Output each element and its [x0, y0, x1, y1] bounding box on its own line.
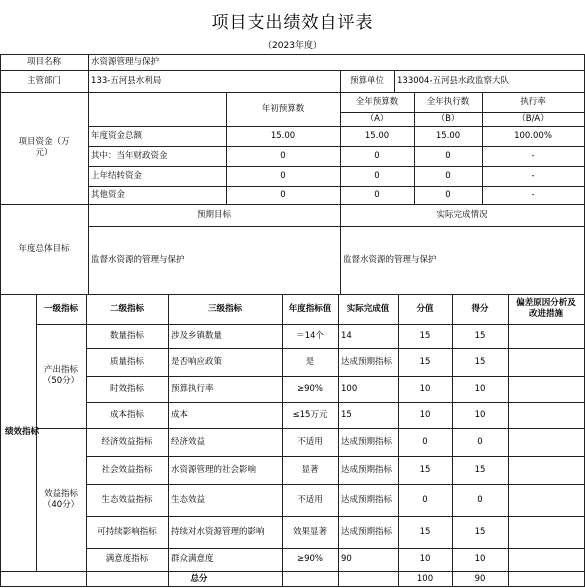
indicator-score: 10: [419, 409, 431, 420]
fund-row-rate: -: [531, 150, 535, 161]
indicator-target: 不适用: [297, 494, 323, 505]
indicator-l2: 满意度指标: [105, 554, 149, 564]
indicator-score: 10: [419, 383, 431, 394]
indicator-l2: 社会效益指标: [101, 464, 153, 475]
fund-row-annual: 0: [374, 170, 380, 181]
indicator-score: 15: [419, 526, 431, 537]
indicator-l3: 经济效益: [171, 436, 206, 447]
indicator-actual: 15: [341, 409, 352, 420]
indicator-actual: 100: [341, 383, 358, 394]
unit-label: 预算单位: [349, 75, 384, 86]
indicator-actual: 达成预期指标: [341, 526, 393, 537]
hdr-reason: 偏差原因分析及改进措施: [516, 298, 576, 319]
indicator-l2: 质量指标: [109, 356, 144, 367]
fund-row-name: 其他资金: [91, 189, 126, 200]
indicator-score: 0: [422, 494, 428, 505]
project-name: 水资源管理与保护: [91, 56, 160, 67]
indicator-target: 显著: [301, 464, 319, 475]
dept-name: 133-五河县水利局: [91, 75, 162, 86]
total-label: 总分: [190, 573, 208, 584]
hdr-l3: 三级指标: [207, 303, 242, 314]
hdr-score: 分值: [416, 303, 434, 314]
indicator-got: 10: [474, 383, 486, 394]
grid-line: [508, 294, 509, 587]
indicator-l2: 时效指标: [109, 383, 144, 394]
fund-row-exec: 15.00: [435, 130, 461, 141]
hdr-target: 年度指标值: [288, 303, 332, 314]
indicator-l3: 生态效益: [171, 494, 206, 505]
goal-actual-header: 实际完成情况: [436, 209, 488, 220]
indicator-got: 15: [474, 330, 486, 341]
hdr-exec: 全年执行数: [426, 96, 470, 107]
fund-row-name: 年度资金总额: [91, 130, 143, 141]
indicator-got: 15: [474, 356, 486, 367]
indicator-actual: 达成预期指标: [341, 464, 393, 475]
fund-row-exec: 0: [445, 170, 451, 181]
indicator-actual: 达成预期指标: [341, 494, 393, 505]
indicator-actual: 达成预期指标: [341, 436, 393, 447]
indicator-l3: 涉及乡镇数量: [171, 330, 223, 341]
indicator-target: ≤15万元: [292, 409, 328, 420]
year-subtitle: （2023年度）: [263, 41, 322, 51]
indicator-l3: 预算执行率: [171, 383, 214, 394]
fund-row-name: 其中：当年财政资金: [91, 150, 168, 161]
evaluation-table: [0, 54, 585, 587]
indicator-score: 0: [422, 436, 428, 447]
fund-row-initial: 0: [280, 170, 286, 181]
fund-row-initial: 0: [280, 189, 286, 200]
unit-name: 133004-五河县水政监察大队: [397, 75, 510, 86]
indicator-target: ≥90%: [296, 383, 323, 394]
hdr-l2: 二级指标: [109, 303, 144, 314]
indicator-target: 效果显著: [292, 526, 327, 537]
goal-label: 年度总体目标: [18, 243, 70, 254]
indicator-score: 15: [419, 330, 431, 341]
funds-label: 项目资金（万元）: [18, 137, 70, 158]
dept-label: 主管部门: [26, 75, 61, 86]
hdr-got: 得分: [471, 303, 489, 314]
indicator-got: 10: [474, 409, 486, 420]
hdr-l1: 一级指标: [43, 303, 78, 314]
effect-label: 效益指标（40分）: [42, 488, 80, 510]
hdr-rate-sub: （B/A）: [517, 113, 549, 124]
hdr-exec-sub: （B）: [436, 113, 460, 124]
indicator-l2: 生态效益指标: [101, 494, 153, 505]
hdr-actual: 实际完成值: [346, 303, 390, 314]
fund-row-name: 上年结转资金: [91, 170, 143, 181]
indicator-l2: 成本指标: [109, 409, 144, 420]
fund-row-initial: 0: [280, 150, 286, 161]
indicator-actual: 90: [341, 554, 352, 564]
fund-row-initial: 15.00: [270, 130, 296, 141]
goal-expected: 监督水资源的管理与保护: [91, 254, 185, 265]
fund-row-exec: 0: [445, 150, 451, 161]
indicator-l3: 是否响应政策: [171, 356, 223, 367]
hdr-initial: 年初预算数: [261, 103, 305, 114]
fund-row-annual: 15.00: [364, 130, 390, 141]
perf-label: 绩效指标: [4, 427, 39, 437]
indicator-target: ＝14个: [296, 330, 324, 341]
indicator-l3: 群众满意度: [171, 554, 214, 564]
project-label: 项目名称: [26, 56, 61, 67]
goal-expected-header: 预期目标: [196, 209, 231, 220]
indicator-got: 15: [474, 464, 486, 475]
hdr-annual-sub: （A）: [365, 113, 389, 124]
indicator-got: 10: [474, 554, 486, 564]
indicator-target: 不适用: [297, 436, 323, 447]
indicator-l3: 成本: [171, 409, 189, 420]
indicator-score: 15: [419, 356, 431, 367]
fund-row-annual: 0: [374, 189, 380, 200]
fund-row-exec: 0: [445, 189, 451, 200]
total-got: 90: [474, 573, 486, 584]
indicator-actual: 达成预期指标: [341, 356, 393, 367]
indicator-actual: 14: [341, 330, 352, 341]
indicator-got: 15: [474, 526, 486, 537]
indicator-target: ≥90%: [296, 554, 323, 564]
indicator-score: 15: [419, 464, 431, 475]
fund-row-rate: -: [531, 170, 535, 181]
indicator-l3: 持续对水资源管理的影响: [171, 526, 265, 537]
fund-row-rate: -: [531, 189, 535, 200]
indicator-l2: 经济效益指标: [101, 436, 153, 447]
hdr-rate: 执行率: [520, 96, 546, 107]
fund-row-rate: 100.00%: [514, 130, 552, 141]
hdr-annual: 全年预算数: [355, 96, 399, 107]
indicator-got: 0: [477, 494, 483, 505]
total-score: 100: [416, 573, 434, 584]
indicator-l2: 可持续影响指标: [97, 526, 157, 537]
indicator-l2: 数量指标: [109, 330, 144, 341]
goal-actual: 监督水资源的管理与保护: [343, 254, 437, 265]
fund-row-annual: 0: [374, 150, 380, 161]
page-title: 项目支出绩效自评表: [211, 13, 374, 33]
indicator-score: 10: [419, 554, 431, 564]
output-label: 产出指标（50分）: [42, 365, 80, 386]
indicator-target: 是: [305, 356, 315, 367]
indicator-l3: 水资源管理的社会影响: [171, 464, 257, 475]
indicator-got: 0: [477, 436, 483, 447]
